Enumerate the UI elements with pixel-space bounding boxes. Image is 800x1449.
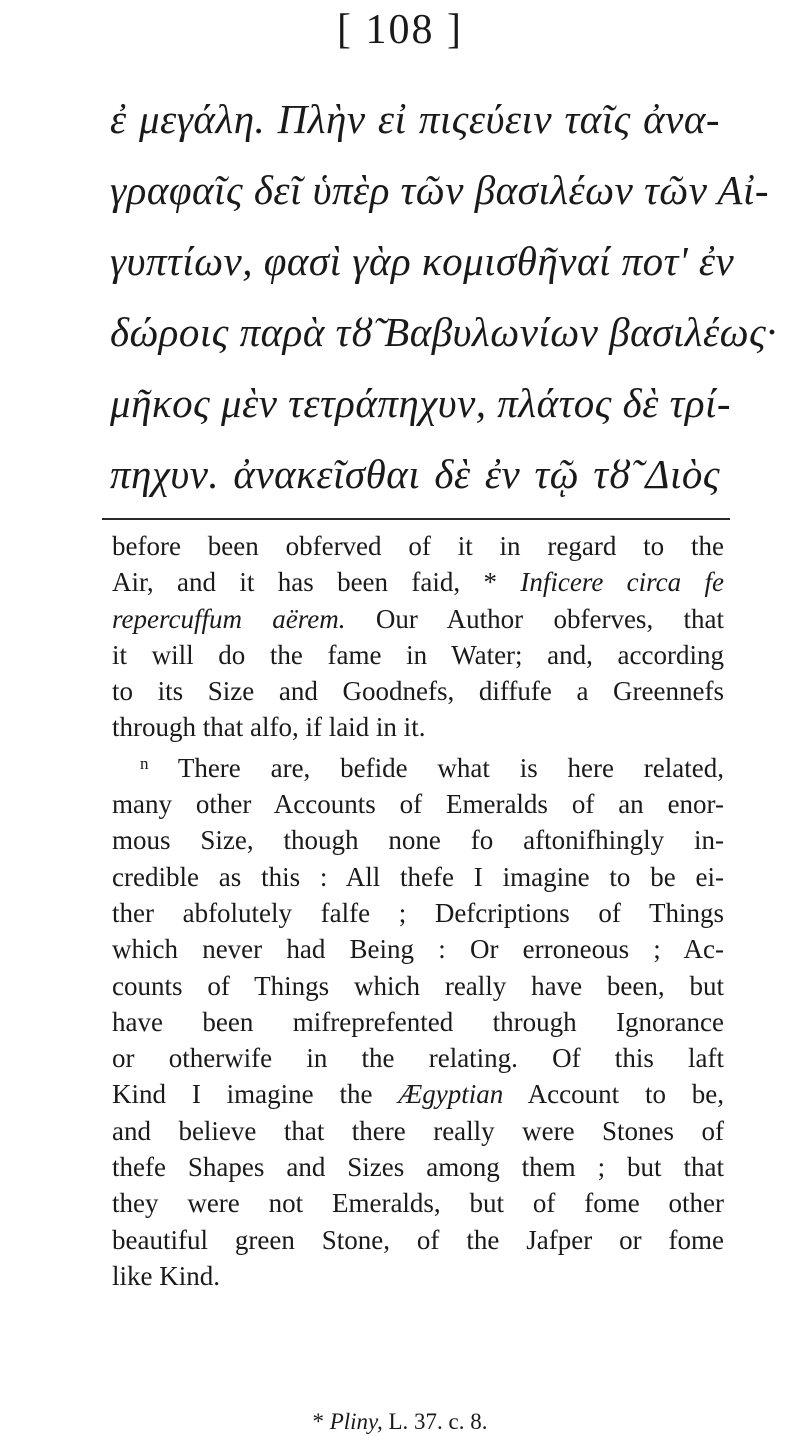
body-line: which never had Being : Or erroneous ; Ac-	[112, 934, 724, 965]
body-line: it will do the fame in Water; and, according	[112, 639, 724, 670]
footnote-star: *	[312, 1409, 324, 1434]
greek-line: γυπτίων, φασὶ γὰρ κομισθῆναί ποτ' ἐν	[110, 238, 735, 284]
body-line-text: Air, and it has been faid,	[112, 567, 461, 598]
body-line: to its Size and Goodnefs, diffufe a Greennefs	[112, 676, 724, 707]
body-line: they were not Emeralds, but of fome other	[112, 1188, 724, 1219]
latin-quotation: Inficere circa fe	[520, 567, 724, 598]
body-line-text: Kind I imagine the	[112, 1079, 373, 1110]
greek-line: πηχυν. ἀνακεῖσθαι δὲ ἐν τῷ τȣ̃ Διὸς	[110, 451, 720, 497]
body-line: many other Accounts of Emeralds of an enor-	[112, 789, 724, 820]
body-text	[112, 528, 724, 1294]
body-line: counts of Things which really have been, but	[112, 970, 724, 1001]
body-line: beautiful green Stone, of the Jafper or fome	[112, 1224, 724, 1255]
body-line-text: Our Author obferves, that	[375, 603, 725, 634]
footnote-source: Pliny,	[329, 1409, 383, 1434]
section-divider	[102, 518, 730, 520]
body-line: and believe that there really were Stones of	[112, 1115, 724, 1146]
body-line: or otherwife in the relating. Of this laft	[112, 1043, 724, 1074]
greek-quotation	[110, 84, 777, 510]
page-number: [ 108 ]	[337, 7, 463, 53]
greek-line: δώροις παρὰ τȣ̃ Βαβυλωνίων βασιλέως·	[110, 309, 777, 355]
footnote-reference: L. 37. c. 8.	[388, 1409, 488, 1434]
body-line: like Kind.	[112, 1260, 220, 1291]
body-line	[112, 601, 724, 637]
body-line-text: Account to be,	[527, 1079, 725, 1110]
body-line: have been mifreprefented through Ignorance	[112, 1006, 724, 1037]
footnote-star: *	[483, 567, 497, 598]
body-line-text: There are, befide what is here related,	[177, 752, 724, 783]
body-line	[112, 1076, 724, 1112]
body-line: credible as this : All thefe I imagine to be ei-	[112, 861, 724, 892]
footnote	[0, 1409, 800, 1435]
latin-quotation-cont: repercuffum aërem.	[112, 603, 346, 634]
body-line	[112, 564, 724, 600]
body-line: ther abfolutely falfe ; Defcriptions of Things	[112, 897, 724, 928]
body-line	[112, 746, 724, 786]
note-marker: n	[140, 753, 149, 773]
body-line: thefe Shapes and Sizes among them ; but that	[112, 1152, 724, 1183]
body-line: before been obferved of it in regard to the	[112, 531, 724, 561]
body-line: through that alfo, if laid in it.	[112, 712, 426, 743]
greek-line: γραφαῖς δεῖ ὑπὲρ τῶν βασιλέων τῶν Αἰ-	[110, 167, 769, 213]
greek-line: ἐ μεγάλη. Πλὴν εἰ πιςεύειν ταῖς ἀνα-	[110, 96, 720, 142]
greek-line: μῆκος μὲν τετράπηχυν, πλάτος δὲ τρί-	[110, 380, 732, 426]
italic-term: Ægyptian	[398, 1079, 504, 1110]
body-line: mous Size, though none fo aftonifhingly in-	[112, 825, 724, 856]
